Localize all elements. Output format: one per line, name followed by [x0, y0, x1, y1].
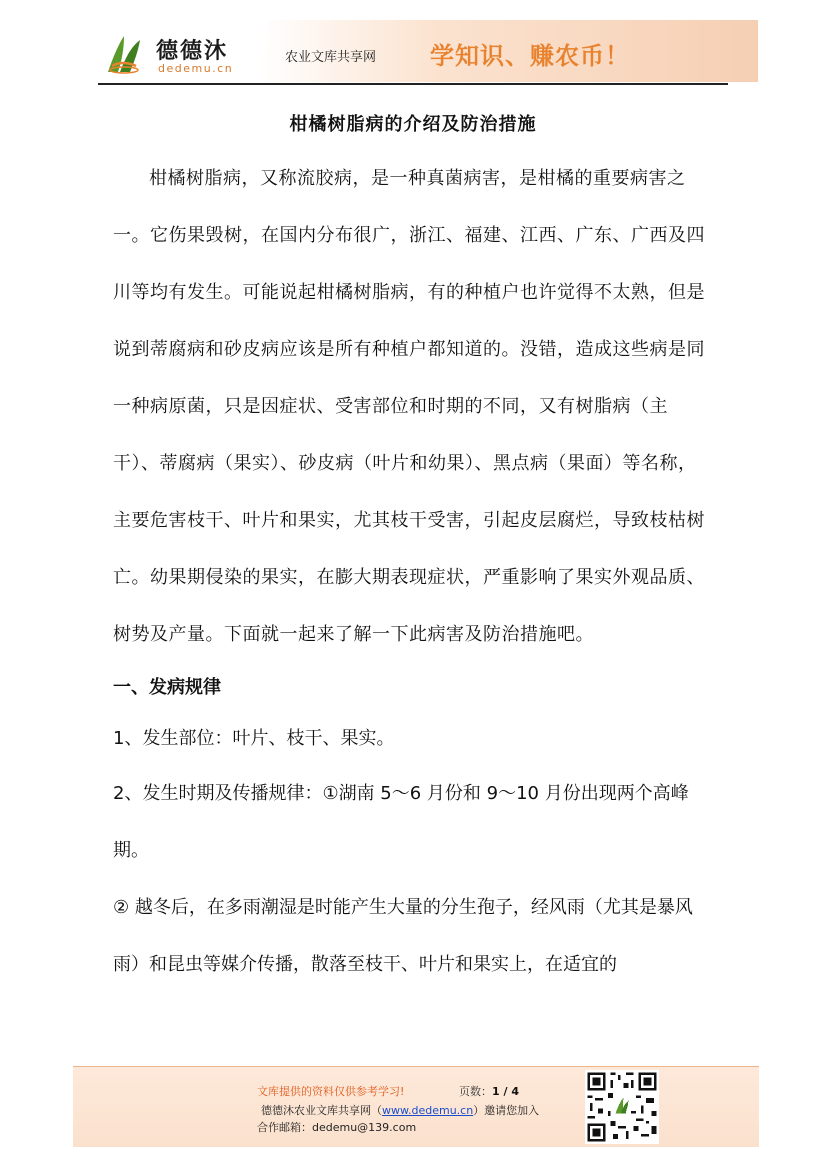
invite-suffix: ）邀请您加入 — [473, 1104, 540, 1117]
page-counter — [459, 1083, 519, 1099]
footer-contact: 合作邮箱：dedemu@139.com — [257, 1121, 417, 1134]
document-title: 柑橘树脂病的介绍及防治措施 — [289, 114, 537, 135]
header-slogan: 学知识、赚农币！ — [430, 42, 630, 70]
footer-disclaimer: 文库提供的资料仅供参考学习! — [257, 1085, 405, 1098]
page-footer — [73, 1066, 759, 1147]
page-counter-label: 页数： — [459, 1085, 492, 1098]
logo-domain: dedemu.cn — [158, 62, 234, 75]
qr-code-icon — [585, 1070, 659, 1144]
invite-prefix: 德德沐农业文库共享网（ — [261, 1104, 382, 1117]
site-name: 农业文库共享网 — [285, 50, 377, 65]
logo-name: 德德沐 — [156, 39, 229, 64]
list-item: 2、发生时期及传播规律：①湖南 5～6 月份和 9～10 月份出现两个高峰期。 — [113, 783, 689, 861]
list-item: ② 越冬后，在多雨潮湿是时能产生大量的分生孢子，经风雨（尤其是暴风雨）和昆虫等媒介传播，散落至枝干、叶片和果实上，在适宜的 — [113, 897, 693, 975]
page-header — [98, 20, 758, 82]
intro-paragraph: 柑橘树脂病，又称流胶病，是一种真菌病害，是柑橘的重要病害之一。它伤果毁树，在国内分布很广，浙江、福建、江西、广东、广西及四川等均有发生。可能说起柑橘树脂病，有的种植户也许觉得不太熟，但是说到蒂腐病和砂皮病应该是所有种植户都知道的。没错，造成这些病是同一种病原菌，只是因症状、受害部位和时期的不同，又有树脂病（主干）、蒂腐病（果实）、砂皮病（叶片和幼果）、黑点病（果面）等名称，主要危害枝干、叶片和果实，尤其枝干受害，引起皮层腐烂，导致枝枯树亡。幼果期侵染的果实，在膨大期表现症状，严重影响了果实外观品质、树势及产量。下面就一起来了解一下此病害及防治措施吧。 — [113, 168, 705, 645]
document-body — [113, 110, 713, 993]
list-item: 1、发生部位：叶片、枝干、果实。 — [113, 728, 395, 749]
site-link[interactable]: www.dedemu.cn — [382, 1104, 474, 1117]
section-heading: 一、发病规律 — [113, 677, 221, 698]
footer-invite — [261, 1102, 539, 1118]
header-divider — [98, 83, 728, 85]
sprout-logo-icon — [104, 32, 148, 76]
page-counter-value: 1 / 4 — [492, 1085, 519, 1098]
